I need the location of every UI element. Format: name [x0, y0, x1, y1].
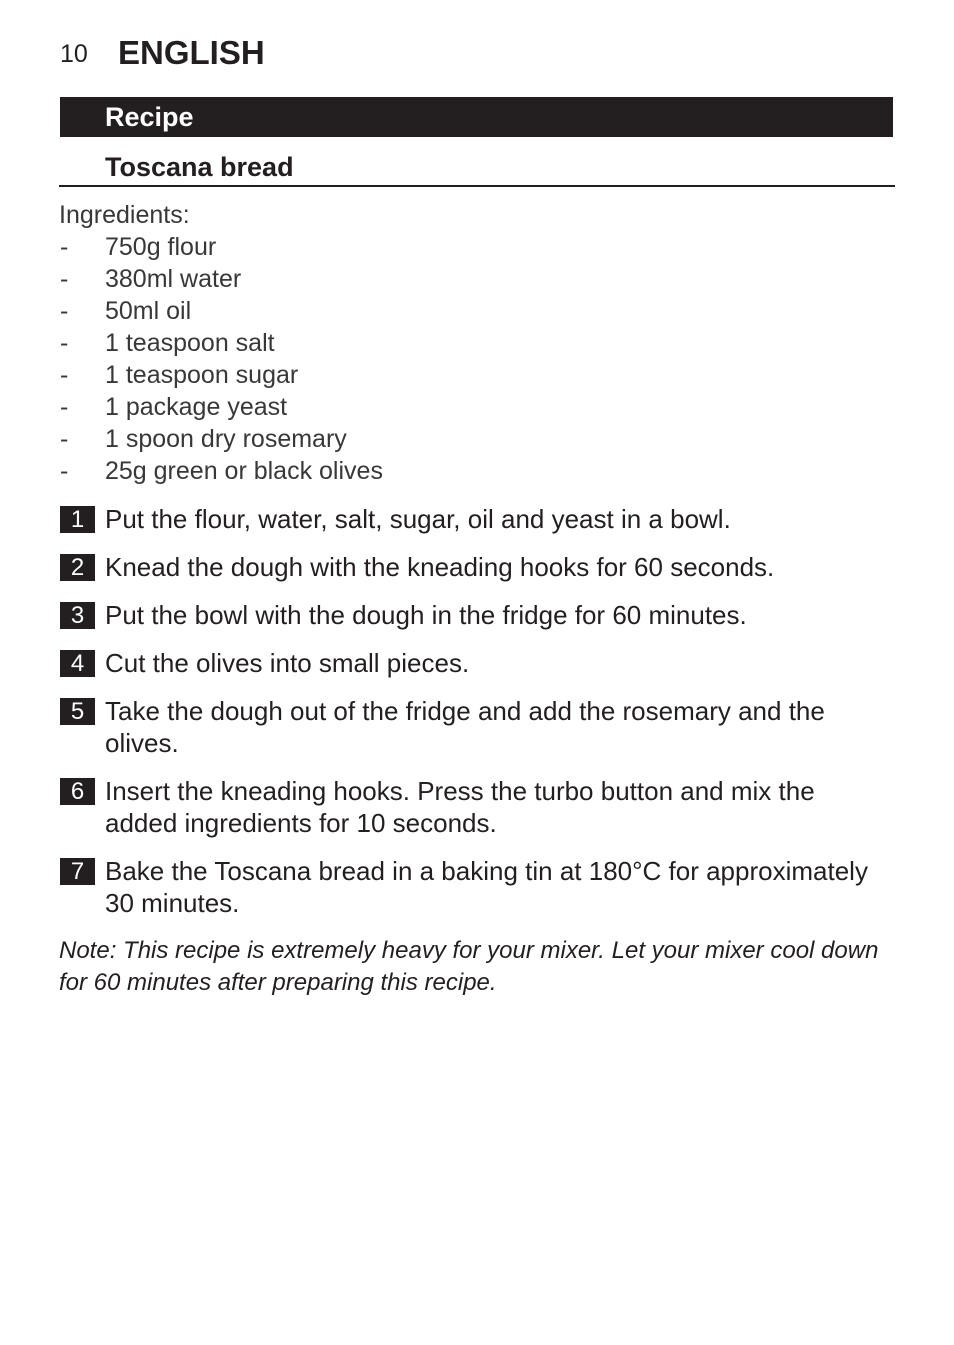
step-number-badge: 4	[60, 650, 95, 677]
step-text: Insert the kneading hooks. Press the turbo button and mix the added ingredients for 10 seconds.	[105, 776, 815, 838]
ingredient-item	[59, 391, 895, 423]
ingredient-item	[59, 423, 895, 455]
step-number-badge: 6	[60, 778, 95, 805]
list-bullet: -	[60, 393, 69, 421]
ingredient-item	[59, 263, 895, 295]
instructions-section	[59, 503, 895, 999]
ingredients-section	[59, 199, 895, 487]
ingredient-text: 1 teaspoon sugar	[105, 361, 299, 389]
section-title: Recipe	[105, 102, 194, 132]
step-item	[59, 599, 895, 631]
step-number-badge: 1	[60, 506, 95, 533]
ingredient-item	[59, 359, 895, 391]
ingredient-item	[59, 231, 895, 263]
step-text: Cut the olives into small pieces.	[105, 648, 470, 678]
step-number-badge: 3	[60, 602, 95, 629]
step-item	[59, 695, 895, 759]
recipe-note: Note: This recipe is extremely heavy for your mixer. Let your mixer cool down for 60 minutes after preparing this recipe.	[59, 937, 879, 996]
list-bullet: -	[60, 361, 69, 389]
title-underline-rule	[59, 185, 895, 187]
step-text: Put the flour, water, salt, sugar, oil and yeast in a bowl.	[105, 504, 731, 534]
ingredient-item	[59, 455, 895, 487]
step-number-badge: 2	[60, 554, 95, 581]
step-item	[59, 647, 895, 679]
section-header-bar	[60, 97, 893, 137]
step-text: Knead the dough with the kneading hooks for 60 seconds.	[105, 552, 775, 582]
step-number-badge: 5	[60, 698, 95, 725]
step-item	[59, 551, 895, 583]
step-item	[59, 855, 895, 919]
list-bullet: -	[60, 233, 69, 261]
list-bullet: -	[60, 329, 69, 357]
step-text: Put the bowl with the dough in the fridge for 60 minutes.	[105, 600, 747, 630]
step-item	[59, 503, 895, 535]
ingredient-item	[59, 327, 895, 359]
recipe-title: Toscana bread	[105, 152, 294, 182]
list-bullet: -	[60, 297, 69, 325]
step-item	[59, 775, 895, 839]
step-number-badge: 7	[60, 858, 95, 885]
ingredient-text: 750g flour	[105, 233, 217, 261]
ingredient-text: 1 spoon dry rosemary	[105, 425, 347, 453]
language-heading: ENGLISH	[118, 34, 265, 71]
ingredient-text: 50ml oil	[105, 297, 192, 325]
ingredient-text: 380ml water	[105, 265, 242, 293]
list-bullet: -	[60, 457, 69, 485]
step-text: Take the dough out of the fridge and add the rosemary and the olives.	[105, 696, 825, 758]
page-number: 10	[60, 40, 88, 68]
ingredient-text: 1 teaspoon salt	[105, 329, 275, 357]
list-bullet: -	[60, 265, 69, 293]
ingredients-label: Ingredients:	[59, 201, 190, 229]
list-bullet: -	[60, 425, 69, 453]
ingredient-item	[59, 295, 895, 327]
step-text: Bake the Toscana bread in a baking tin at 180°C for approximately 30 minutes.	[105, 856, 868, 918]
ingredient-text: 1 package yeast	[105, 393, 288, 421]
ingredient-text: 25g green or black olives	[105, 457, 383, 485]
